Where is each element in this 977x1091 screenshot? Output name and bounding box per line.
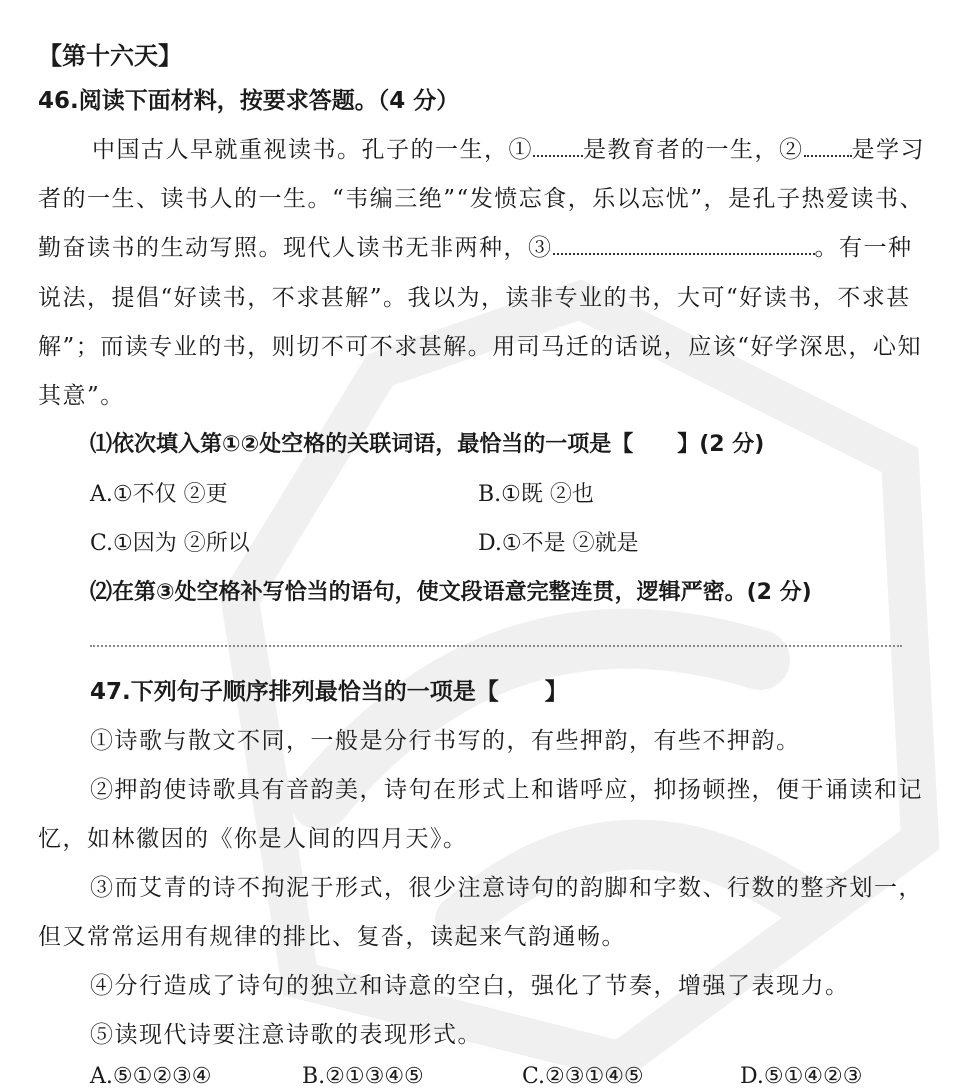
q47-option-c[interactable]: C.②③①④⑤ xyxy=(522,1064,644,1089)
q46-option-a[interactable]: A.①不仅 ②更 xyxy=(90,482,228,507)
q46-option-b[interactable]: B.①既 ②也 xyxy=(478,482,594,507)
passage-line-3: 勤奋读书的生动写照。现代人读书无非两种，③ 。有一种 xyxy=(38,235,913,261)
q47-option-b[interactable]: B.②①③④⑤ xyxy=(302,1064,424,1089)
sentence-5: ⑤读现代诗要注意诗歌的表现形式。 xyxy=(90,1022,482,1048)
q46-option-c[interactable]: C.①因为 ②所以 xyxy=(90,531,250,556)
day-label: 【第十六天】 xyxy=(38,42,182,70)
sentence-2-line-2: 忆，如林徽因的《你是人间的四月天》。 xyxy=(38,826,468,852)
passage-line-4: 说法，提倡“好读书，不求甚解”。我以为，读非专业的书，大可“好读书，不求甚 xyxy=(38,285,911,311)
blank-2 xyxy=(804,135,852,157)
passage-line-6: 其意”。 xyxy=(38,383,125,409)
q47-option-d[interactable]: D.⑤①④②③ xyxy=(740,1064,863,1089)
sentence-3-line-2: 但又常常运用有规律的排比、复沓，读起来气韵通畅。 xyxy=(38,924,626,950)
sentence-3-line-1: ③而艾青的诗不拘泥于形式，很少注意诗句的韵脚和字数、行数的整齐划一， xyxy=(90,875,923,901)
question-46-heading: 46.阅读下面材料，按要求答题。（4 分） xyxy=(38,88,460,114)
q47-option-a[interactable]: A.⑤①②③④ xyxy=(90,1064,212,1089)
sentence-2-line-1: ②押韵使诗歌具有音韵美，诗句在形式上和谐呼应，抑扬顿挫，便于诵读和记 xyxy=(90,777,923,803)
q46-option-d[interactable]: D.①不是 ②就是 xyxy=(478,531,639,556)
question-47-heading: 47.下列句子顺序排列最恰当的一项是【 】 xyxy=(90,679,568,705)
sub-question-1: ⑴依次填入第①②处空格的关联词语，最恰当的一项是【 】(2 分) xyxy=(90,432,765,457)
sentence-4: ④分行造成了诗句的独立和诗意的空白，强化了节奏，增强了表现力。 xyxy=(90,973,850,999)
passage-line-2: 者的一生、读书人的一生。“韦编三绝”“发愤忘食，乐以忘忧”，是孔子热爱读书、 xyxy=(38,186,925,212)
sentence-1: ①诗歌与散文不同，一般是分行书写的，有些押韵，有些不押韵。 xyxy=(90,728,801,754)
passage-line-1: 中国古人早就重视读书。孔子的一生，① 是教育者的一生，② 是学习 xyxy=(92,137,925,163)
passage-line-5: 解”；而读专业的书，则切不可不求甚解。用司马迁的话说，应该“好学深思，心知 xyxy=(38,334,923,360)
blank-1 xyxy=(533,135,583,157)
blank-3 xyxy=(553,233,815,255)
sub-question-2: ⑵在第③处空格补写恰当的语句，使文段语意完整连贯，逻辑严密。(2 分) xyxy=(90,580,812,605)
answer-divider xyxy=(90,645,902,647)
